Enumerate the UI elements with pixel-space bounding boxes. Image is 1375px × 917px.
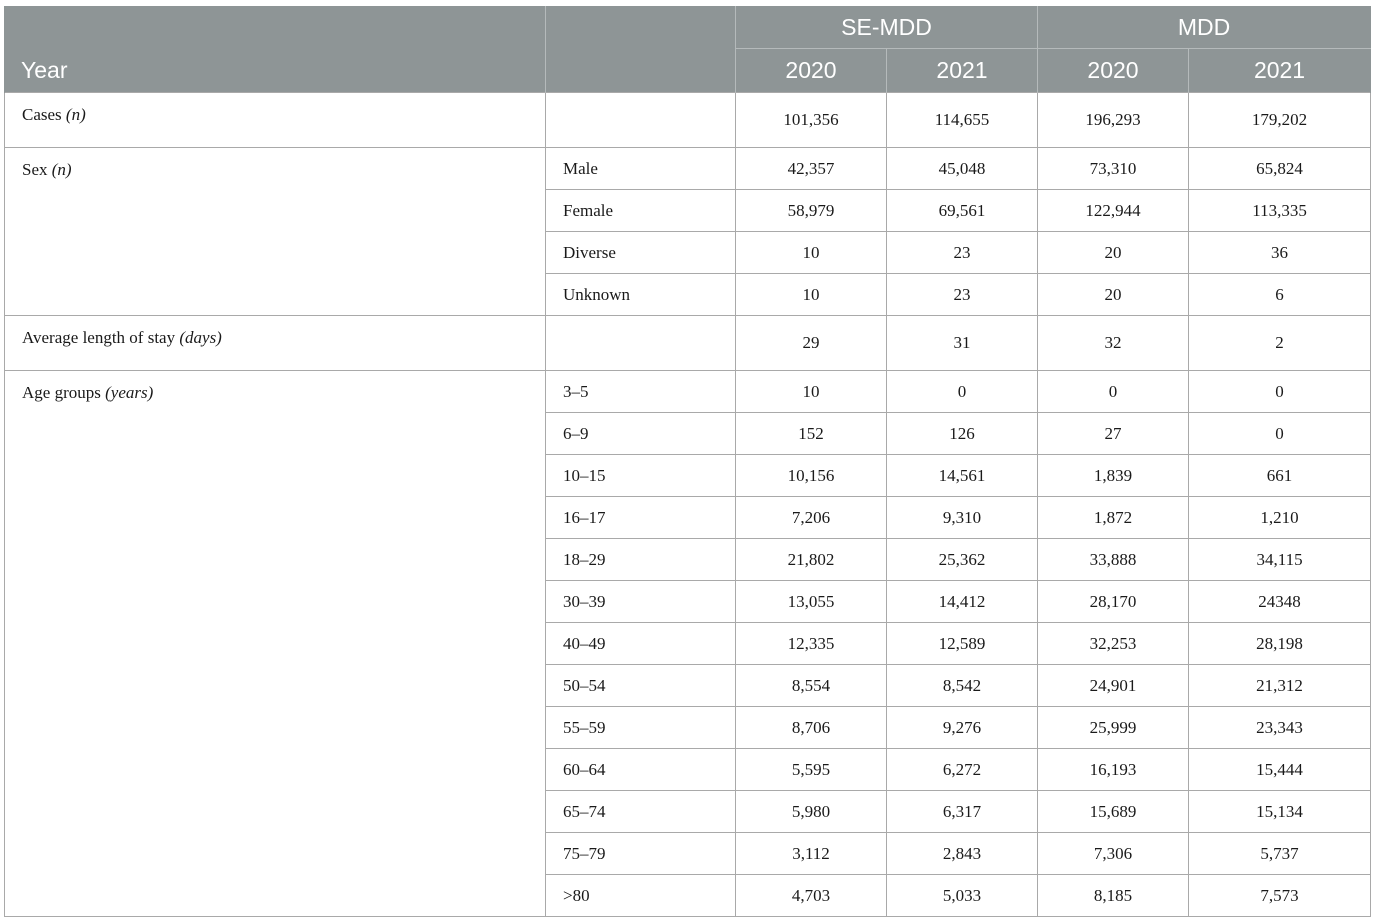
value-cell: 8,185 bbox=[1038, 875, 1189, 917]
value-cell: 10 bbox=[736, 274, 887, 316]
sub-label: Unknown bbox=[546, 274, 736, 316]
table-body bbox=[5, 93, 1371, 917]
row-label-unit: (n) bbox=[51, 160, 72, 179]
value-cell: 15,134 bbox=[1189, 791, 1371, 833]
value-cell: 6 bbox=[1189, 274, 1371, 316]
value-cell: 5,980 bbox=[736, 791, 887, 833]
value-cell: 152 bbox=[736, 413, 887, 455]
value-cell: 9,276 bbox=[887, 707, 1038, 749]
value-cell: 5,595 bbox=[736, 749, 887, 791]
value-cell: 21,802 bbox=[736, 539, 887, 581]
value-cell: 10 bbox=[736, 371, 887, 413]
value-cell: 179,202 bbox=[1189, 93, 1371, 148]
row-label-text: Average length of stay bbox=[22, 328, 176, 347]
sub-label: 55–59 bbox=[546, 707, 736, 749]
value-cell: 2 bbox=[1189, 316, 1371, 371]
value-cell: 9,310 bbox=[887, 497, 1038, 539]
value-cell: 20 bbox=[1038, 274, 1189, 316]
value-cell: 0 bbox=[1189, 371, 1371, 413]
value-cell: 25,999 bbox=[1038, 707, 1189, 749]
row-label-cases bbox=[5, 93, 546, 148]
value-cell: 32,253 bbox=[1038, 623, 1189, 665]
sub-label: Male bbox=[546, 148, 736, 190]
row-label-sex bbox=[5, 148, 546, 316]
value-cell: 126 bbox=[887, 413, 1038, 455]
value-cell: 23 bbox=[887, 232, 1038, 274]
row-label-text: Sex bbox=[22, 160, 48, 179]
table-row bbox=[5, 93, 1371, 148]
value-cell: 21,312 bbox=[1189, 665, 1371, 707]
value-cell: 7,306 bbox=[1038, 833, 1189, 875]
value-cell: 10,156 bbox=[736, 455, 887, 497]
table-row bbox=[5, 316, 1371, 371]
value-cell: 661 bbox=[1189, 455, 1371, 497]
value-cell: 114,655 bbox=[887, 93, 1038, 148]
value-cell: 14,561 bbox=[887, 455, 1038, 497]
value-cell: 5,737 bbox=[1189, 833, 1371, 875]
sub-label: 18–29 bbox=[546, 539, 736, 581]
value-cell: 24,901 bbox=[1038, 665, 1189, 707]
value-cell: 42,357 bbox=[736, 148, 887, 190]
value-cell: 7,573 bbox=[1189, 875, 1371, 917]
table-row bbox=[5, 148, 1371, 190]
sub-label: 60–64 bbox=[546, 749, 736, 791]
value-cell: 1,210 bbox=[1189, 497, 1371, 539]
value-cell: 16,193 bbox=[1038, 749, 1189, 791]
table-header bbox=[5, 6, 1371, 93]
value-cell: 73,310 bbox=[1038, 148, 1189, 190]
value-cell: 28,198 bbox=[1189, 623, 1371, 665]
value-cell: 2,843 bbox=[887, 833, 1038, 875]
year-col-header: 2020 bbox=[736, 49, 887, 93]
value-cell: 6,317 bbox=[887, 791, 1038, 833]
sub-label: 65–74 bbox=[546, 791, 736, 833]
row-label-text: Cases bbox=[22, 105, 62, 124]
sub-label: 40–49 bbox=[546, 623, 736, 665]
row-label-unit: (n) bbox=[65, 105, 86, 124]
value-cell: 0 bbox=[1189, 413, 1371, 455]
sub-label: 75–79 bbox=[546, 833, 736, 875]
sub-label-empty bbox=[546, 316, 736, 371]
sub-label: 30–39 bbox=[546, 581, 736, 623]
value-cell: 23 bbox=[887, 274, 1038, 316]
value-cell: 1,839 bbox=[1038, 455, 1189, 497]
sub-label: >80 bbox=[546, 875, 736, 917]
year-col-header: 2021 bbox=[1189, 49, 1371, 93]
value-cell: 0 bbox=[887, 371, 1038, 413]
value-cell: 1,872 bbox=[1038, 497, 1189, 539]
sub-label: 16–17 bbox=[546, 497, 736, 539]
value-cell: 0 bbox=[1038, 371, 1189, 413]
value-cell: 6,272 bbox=[887, 749, 1038, 791]
value-cell: 58,979 bbox=[736, 190, 887, 232]
value-cell: 65,824 bbox=[1189, 148, 1371, 190]
value-cell: 23,343 bbox=[1189, 707, 1371, 749]
value-cell: 32 bbox=[1038, 316, 1189, 371]
value-cell: 3,112 bbox=[736, 833, 887, 875]
value-cell: 8,706 bbox=[736, 707, 887, 749]
sub-label: Female bbox=[546, 190, 736, 232]
value-cell: 5,033 bbox=[887, 875, 1038, 917]
value-cell: 8,542 bbox=[887, 665, 1038, 707]
row-label-stay bbox=[5, 316, 546, 371]
value-cell: 27 bbox=[1038, 413, 1189, 455]
value-cell: 12,335 bbox=[736, 623, 887, 665]
sub-label: Diverse bbox=[546, 232, 736, 274]
value-cell: 14,412 bbox=[887, 581, 1038, 623]
value-cell: 101,356 bbox=[736, 93, 887, 148]
value-cell: 29 bbox=[736, 316, 887, 371]
value-cell: 13,055 bbox=[736, 581, 887, 623]
year-header: Year bbox=[5, 6, 546, 93]
value-cell: 28,170 bbox=[1038, 581, 1189, 623]
value-cell: 15,689 bbox=[1038, 791, 1189, 833]
value-cell: 8,554 bbox=[736, 665, 887, 707]
value-cell: 69,561 bbox=[887, 190, 1038, 232]
value-cell: 24348 bbox=[1189, 581, 1371, 623]
value-cell: 122,944 bbox=[1038, 190, 1189, 232]
value-cell: 33,888 bbox=[1038, 539, 1189, 581]
value-cell: 196,293 bbox=[1038, 93, 1189, 148]
blank-header bbox=[546, 6, 736, 93]
value-cell: 31 bbox=[887, 316, 1038, 371]
row-label-unit: (years) bbox=[105, 383, 154, 402]
value-cell: 25,362 bbox=[887, 539, 1038, 581]
data-table bbox=[4, 6, 1371, 917]
value-cell: 12,589 bbox=[887, 623, 1038, 665]
value-cell: 4,703 bbox=[736, 875, 887, 917]
sub-label: 6–9 bbox=[546, 413, 736, 455]
year-col-header: 2020 bbox=[1038, 49, 1189, 93]
group-header-se-mdd: SE-MDD bbox=[736, 6, 1038, 49]
value-cell: 10 bbox=[736, 232, 887, 274]
year-col-header: 2021 bbox=[887, 49, 1038, 93]
row-label-age bbox=[5, 371, 546, 917]
row-label-text: Age groups bbox=[22, 383, 101, 402]
row-label-unit: (days) bbox=[179, 328, 222, 347]
value-cell: 15,444 bbox=[1189, 749, 1371, 791]
sub-label: 10–15 bbox=[546, 455, 736, 497]
sub-label-empty bbox=[546, 93, 736, 148]
value-cell: 36 bbox=[1189, 232, 1371, 274]
value-cell: 45,048 bbox=[887, 148, 1038, 190]
table-row bbox=[5, 371, 1371, 413]
value-cell: 34,115 bbox=[1189, 539, 1371, 581]
value-cell: 113,335 bbox=[1189, 190, 1371, 232]
sub-label: 3–5 bbox=[546, 371, 736, 413]
sub-label: 50–54 bbox=[546, 665, 736, 707]
value-cell: 20 bbox=[1038, 232, 1189, 274]
value-cell: 7,206 bbox=[736, 497, 887, 539]
group-header-mdd: MDD bbox=[1038, 6, 1371, 49]
